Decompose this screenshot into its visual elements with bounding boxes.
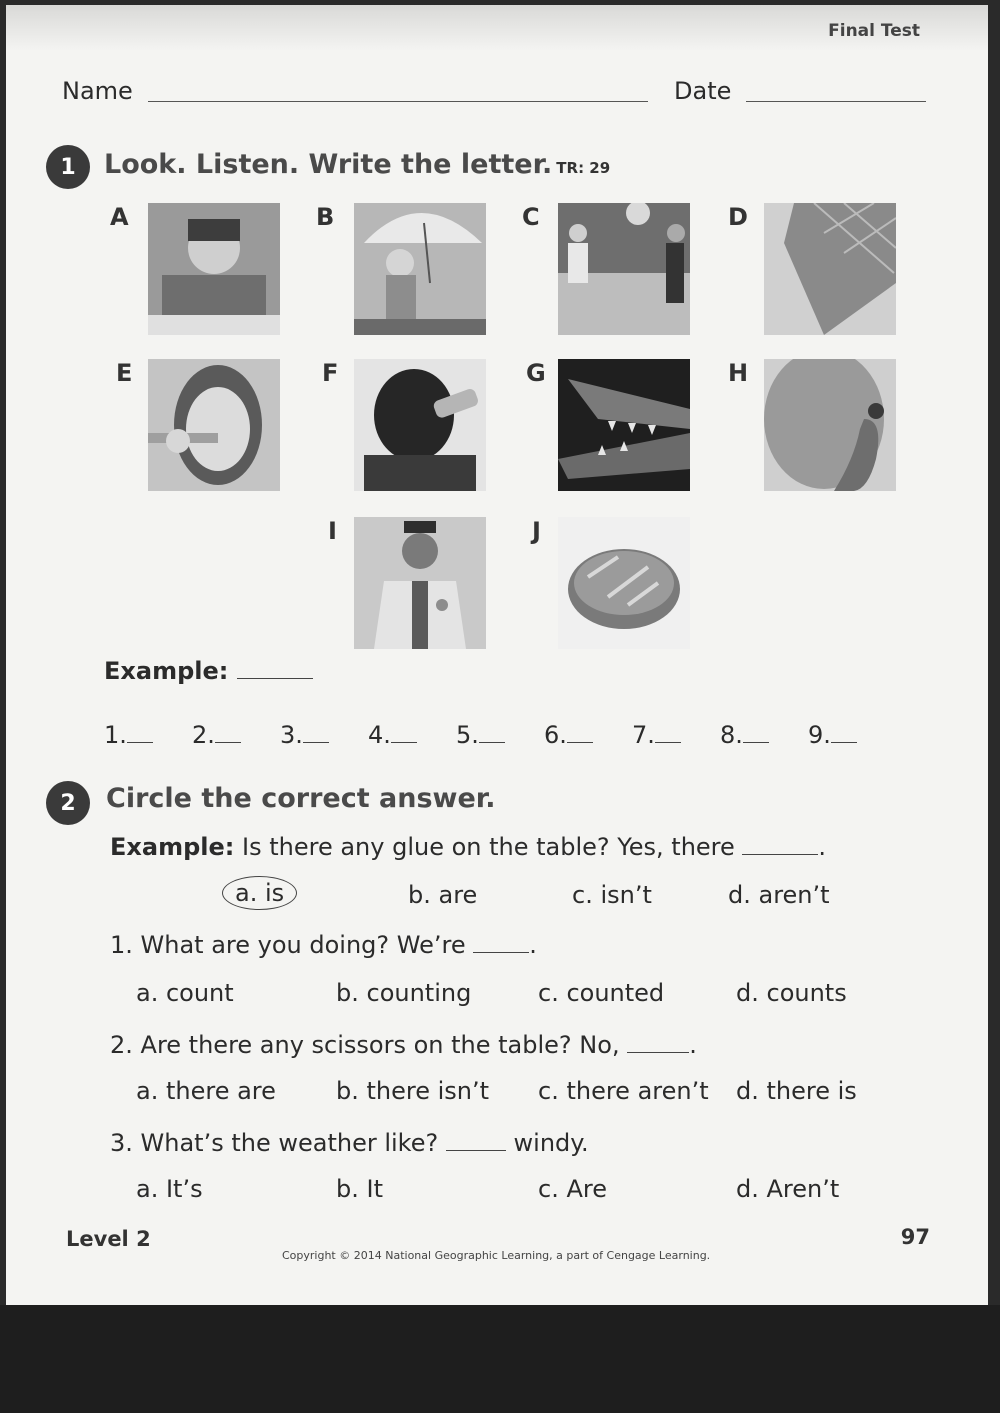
picture-label-c: C [522,203,540,231]
copyright-notice: Copyright © 2014 National Geographic Learning, a part of Cengage Learning. [282,1249,711,1262]
example-option-a-circled: a. is [222,876,297,910]
picture-b-umbrella [354,203,486,335]
answer-number: 2. [192,721,215,749]
scan-bottom-band [0,1305,1000,1413]
question-2-option-a[interactable]: a. there are [136,1077,276,1105]
question-2-blank[interactable] [627,1052,689,1053]
example-option-a[interactable] [222,879,297,907]
answer-number: 7. [632,721,655,749]
header-label: Final Test [828,21,920,41]
question-3-option-c[interactable]: c. Are [538,1175,607,1203]
answer-item-9 [808,721,896,749]
question-1-option-b[interactable]: b. counting [336,979,472,1007]
picture-g-crocodile [558,359,690,491]
question-2-option-d[interactable]: d. there is [736,1077,857,1105]
answer-item-3 [280,721,368,749]
question-1-blank[interactable] [473,952,529,953]
answer-item-5 [456,721,544,749]
picture-label-j: J [532,517,541,545]
answer-number: 5. [456,721,479,749]
picture-label-d: D [728,203,748,231]
answer-blank[interactable] [215,742,241,743]
question-1 [110,931,537,959]
name-field[interactable] [148,101,648,102]
picture-label-i: I [328,517,337,545]
example-end: . [818,833,827,861]
section-1-heading [104,149,610,180]
answer-blank[interactable] [655,742,681,743]
answer-blank[interactable] [303,742,329,743]
picture-label-b: B [316,203,335,231]
question-2-end: . [689,1031,697,1059]
example-option-c[interactable]: c. isn’t [572,881,652,909]
picture-a-girl-reading [148,203,280,335]
question-2 [110,1031,697,1059]
answer-item-2 [192,721,280,749]
answer-blank[interactable] [743,742,769,743]
picture-c-kids-playing [558,203,690,335]
answer-number: 3. [280,721,303,749]
section-2-example-question [110,833,826,861]
example-option-d[interactable]: d. aren’t [728,881,830,909]
section-2-number: 2 [46,781,90,825]
picture-label-f: F [322,359,339,387]
answer-number: 6. [544,721,567,749]
name-label: Name [62,77,133,105]
example-option-b[interactable]: b. are [408,881,478,909]
example-label: Example: [104,657,229,685]
example-label: Example: [110,833,235,861]
question-3-option-d[interactable]: d. Aren’t [736,1175,840,1203]
answer-blank[interactable] [479,742,505,743]
footer-level: Level 2 [66,1227,151,1251]
answer-item-8 [720,721,808,749]
example-blank[interactable] [237,678,313,679]
question-1-option-c[interactable]: c. counted [538,979,665,1007]
question-1-end: . [529,931,537,959]
question-2-text: 2. Are there any scissors on the table? No, [110,1031,620,1059]
picture-h-elephant [764,359,896,491]
picture-j-bread [558,517,690,649]
answer-blank[interactable] [391,742,417,743]
question-1-option-d[interactable]: d. counts [736,979,847,1007]
picture-e-brushing-teeth [148,359,280,491]
question-3-blank[interactable] [446,1150,506,1151]
page-number: 97 [900,1225,930,1249]
picture-d-solar-panel [764,203,896,335]
answer-blank[interactable] [567,742,593,743]
question-2-option-b[interactable]: b. there isn’t [336,1077,490,1105]
answer-item-7 [632,721,720,749]
section-1-example [104,657,313,685]
answer-number: 8. [720,721,743,749]
answer-blank[interactable] [831,742,857,743]
question-2-option-c[interactable]: c. there aren’t [538,1077,709,1105]
question-1-text: 1. What are you doing? We’re [110,931,466,959]
question-1-option-a[interactable]: a. count [136,979,234,1007]
date-label: Date [674,77,732,105]
worksheet-page [6,5,988,1305]
question-3 [110,1129,589,1157]
picture-label-h: H [728,359,749,387]
question-3-end: windy. [513,1129,589,1157]
picture-label-e: E [116,359,133,387]
date-field[interactable] [746,101,926,102]
question-3-text: 3. What’s the weather like? [110,1129,439,1157]
answer-number: 9. [808,721,831,749]
track-number: TR: 29 [556,159,611,177]
question-3-option-b[interactable]: b. It [336,1175,383,1203]
picture-label-a: A [110,203,129,231]
section-1-title: Look. Listen. Write the letter. [104,149,553,180]
picture-i-police-officer [354,517,486,649]
answer-item-6 [544,721,632,749]
picture-label-g: G [526,359,546,387]
answer-item-1 [104,721,192,749]
section-1-number: 1 [46,145,90,189]
question-3-option-a[interactable]: a. It’s [136,1175,203,1203]
picture-f-drinking-water [354,359,486,491]
answer-item-4 [368,721,456,749]
answer-blank[interactable] [127,742,153,743]
section-2-title: Circle the correct answer. [106,783,496,814]
example-blank[interactable] [742,854,818,855]
example-question-text: Is there any glue on the table? Yes, there [242,833,735,861]
answer-number: 1. [104,721,127,749]
answer-number: 4. [368,721,391,749]
answer-row [104,721,896,749]
